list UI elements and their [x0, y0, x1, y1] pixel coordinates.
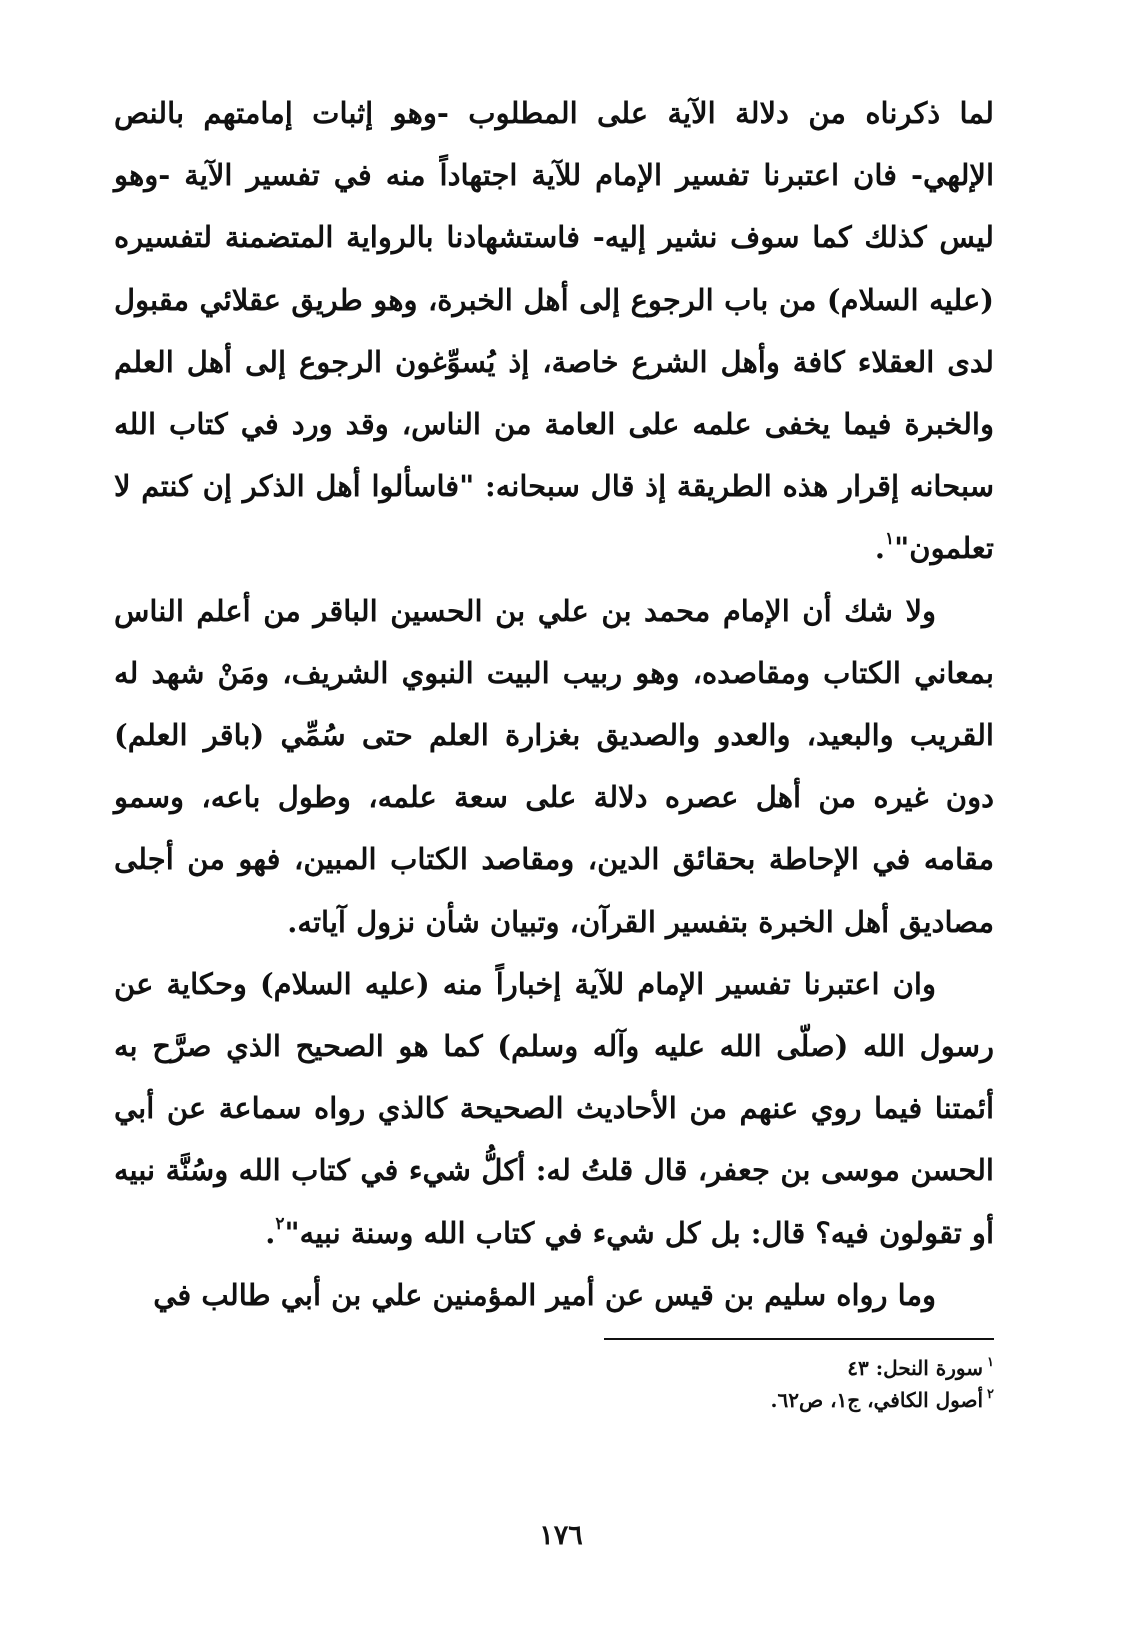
paragraph-3-text: وان اعتبرنا تفسير الإمام للآية إخباراً منه (عليه السلام) وحكاية عن رسول الله (صلّى الله عليه وآله وسلم) كما هو الصحيح الذي صرَّح به أئمتنا فيما روي عنهم من الأحاديث الصحيحة كالذي رواه سماعة عن أبي الحسن موسى بن جعفر، قال قلتُ له: أكلُّ شيء في كتاب الله وسُنَّة نبيه أو تقولون فيه؟ قال: بل كل شيء في كتاب الله وسنة نبيه" [114, 966, 994, 1250]
paragraph-3-end: . [265, 1215, 276, 1250]
body-text [114, 82, 994, 1326]
footnote-divider [604, 1338, 994, 1340]
footnotes [114, 1352, 994, 1416]
paragraph-2: ولا شك أن الإمام محمد بن علي بن الحسين الباقر من أعلم الناس بمعاني الكتاب ومقاصده، وهو ربيب البيت النبوي الشريف، ومَنْ شهد له القريب والبعيد، والعدو والصديق بغزارة العلم حتى سُمِّي (باقر العلم) دون غيره من أهل عصره دلالة على سعة علمه، وطول باعه، وسمو مقامه في الإحاطة بحقائق الدين، ومقاصد الكتاب المبين، فهو من أجلى مصاديق أهل الخبرة بتفسير القرآن، وتبيان شأن نزول آياته. [114, 593, 994, 939]
footnote-1 [114, 1352, 994, 1384]
paragraph-1-end: . [874, 531, 886, 566]
footnote-2 [114, 1384, 994, 1416]
footnote-2-text: أصول الكافي، ج١، ص٦٢. [770, 1388, 984, 1412]
footnote-2-number: ٢ [987, 1387, 994, 1402]
paragraph-1-text: لما ذكرناه من دلالة الآية على المطلوب -وهو إثبات إمامتهم بالنص الإلهي- فان اعتبرنا تفسير الإمام للآية اجتهاداً منه في تفسير الآية -وهو ليس كذلك كما سوف نشير إليه- فاستشهادنا بالرواية المتضمنة لتفسيره (عليه السلام) من باب الرجوع إلى أهل الخبرة، وهو طريق عقلائي مقبول لدى العقلاء كافة وأهل الشرع خاصة، إذ يُسوِّغون الرجوع إلى أهل العلم والخبرة فيما يخفى علمه على العامة من الناس، وقد ورد في كتاب الله سبحانه إقرار هذه الطريقة إذ قال سبحانه: "فاسألوا أهل الذكر إن كنتم لا تعلمون" [114, 96, 994, 566]
paragraph-1 [114, 82, 994, 580]
footnote-1-text: سورة النحل: ٤٣ [847, 1356, 984, 1380]
page-number: ١٧٦ [539, 1520, 583, 1551]
paragraph-4: وما رواه سليم بن قيس عن أمير المؤمنين علي بن أبي طالب في [153, 1277, 936, 1312]
paragraph-3 [114, 953, 994, 1264]
footnote-ref-2: ٢ [275, 1213, 285, 1234]
footnote-ref-1: ١ [885, 529, 895, 550]
footnote-1-number: ١ [987, 1355, 994, 1370]
